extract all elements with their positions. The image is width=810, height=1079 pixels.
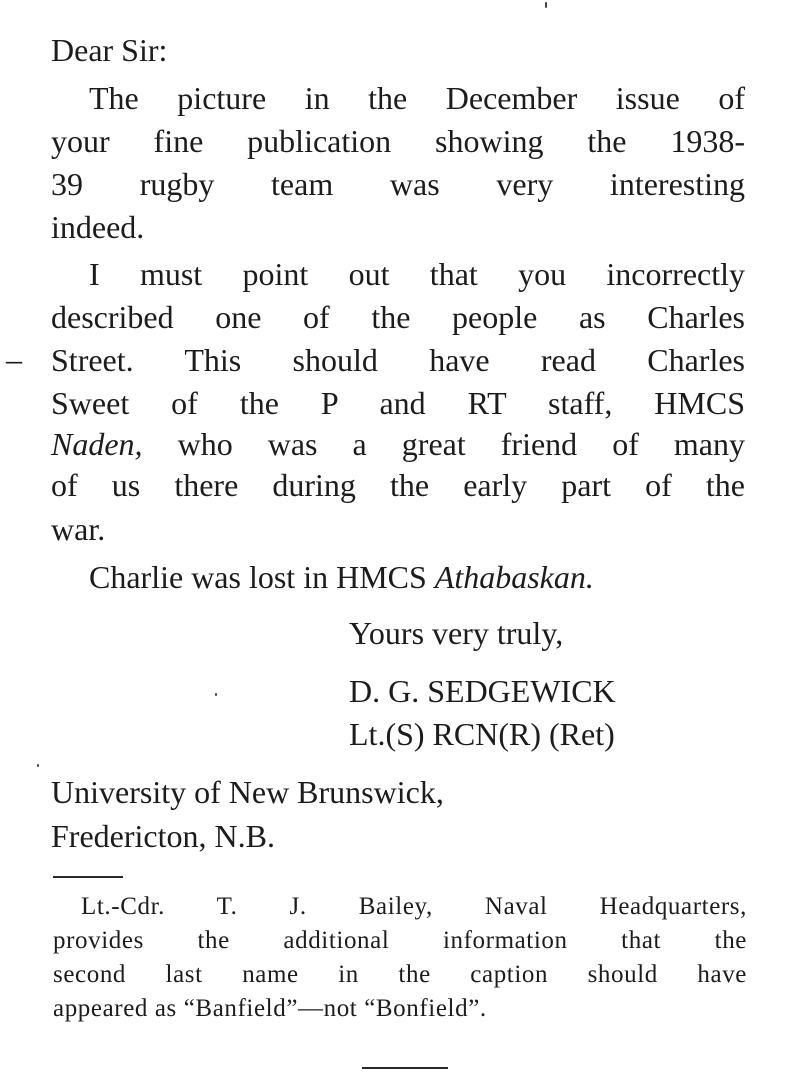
margin-dash-mark: – [6,341,22,377]
signature-name: D. G. SEDGEWICK [349,673,616,709]
paragraph-3 [89,561,594,593]
paragraph-1-line-1: The picture in the December issue of [89,80,745,116]
note-line-4: appeared as “Banfield”—not “Bonfield”. [53,995,487,1022]
paragraph-1-line-4: indeed. [51,209,145,245]
paragraph-2-line-5-text: who was a great friend of many [177,426,746,462]
note-line-1: Lt.-Cdr. T. J. Bailey, Naval Headquarters, [81,893,747,920]
scan-speck [37,764,39,767]
scan-speck [545,2,547,8]
paragraph-2-line-7: war. [51,511,106,547]
note-line-3: second last name in the caption should have [53,961,747,988]
salutation: Dear Sir: [51,32,168,68]
paragraph-3-text: Charlie was lost in HMCS [89,559,427,595]
closing: Yours very truly, [349,615,564,651]
bottom-rule [362,1067,448,1069]
address-line-2: Fredericton, N.B. [51,818,275,854]
paragraph-2-line-4: Sweet of the P and RT staff, HMCS [51,385,745,421]
paragraph-2-line-5 [51,428,745,460]
address-line-1: University of New Brunswick, [51,774,444,810]
note-line-2: provides the additional information that the [53,927,747,954]
signature-rank: Lt.(S) RCN(R) (Ret) [349,716,615,752]
paragraph-1-line-3: 39 rugby team was very interesting [51,166,745,202]
paragraph-2-line-1: I must point out that you incorrectly [89,256,745,292]
paragraph-2-line-2: described one of the people as Charles [51,299,745,335]
ship-name-athabaskan: Athabaskan. [434,559,594,595]
paragraph-1-line-2: your fine publication showing the 1938- [51,123,745,159]
paragraph-2-line-6: of us there during the early part of the [51,467,745,503]
note-separator-rule [53,876,123,878]
scan-speck [215,693,217,696]
paragraph-2-line-3: Street. This should have read Charles [51,342,745,378]
ship-name-naden: Naden, [51,426,143,462]
